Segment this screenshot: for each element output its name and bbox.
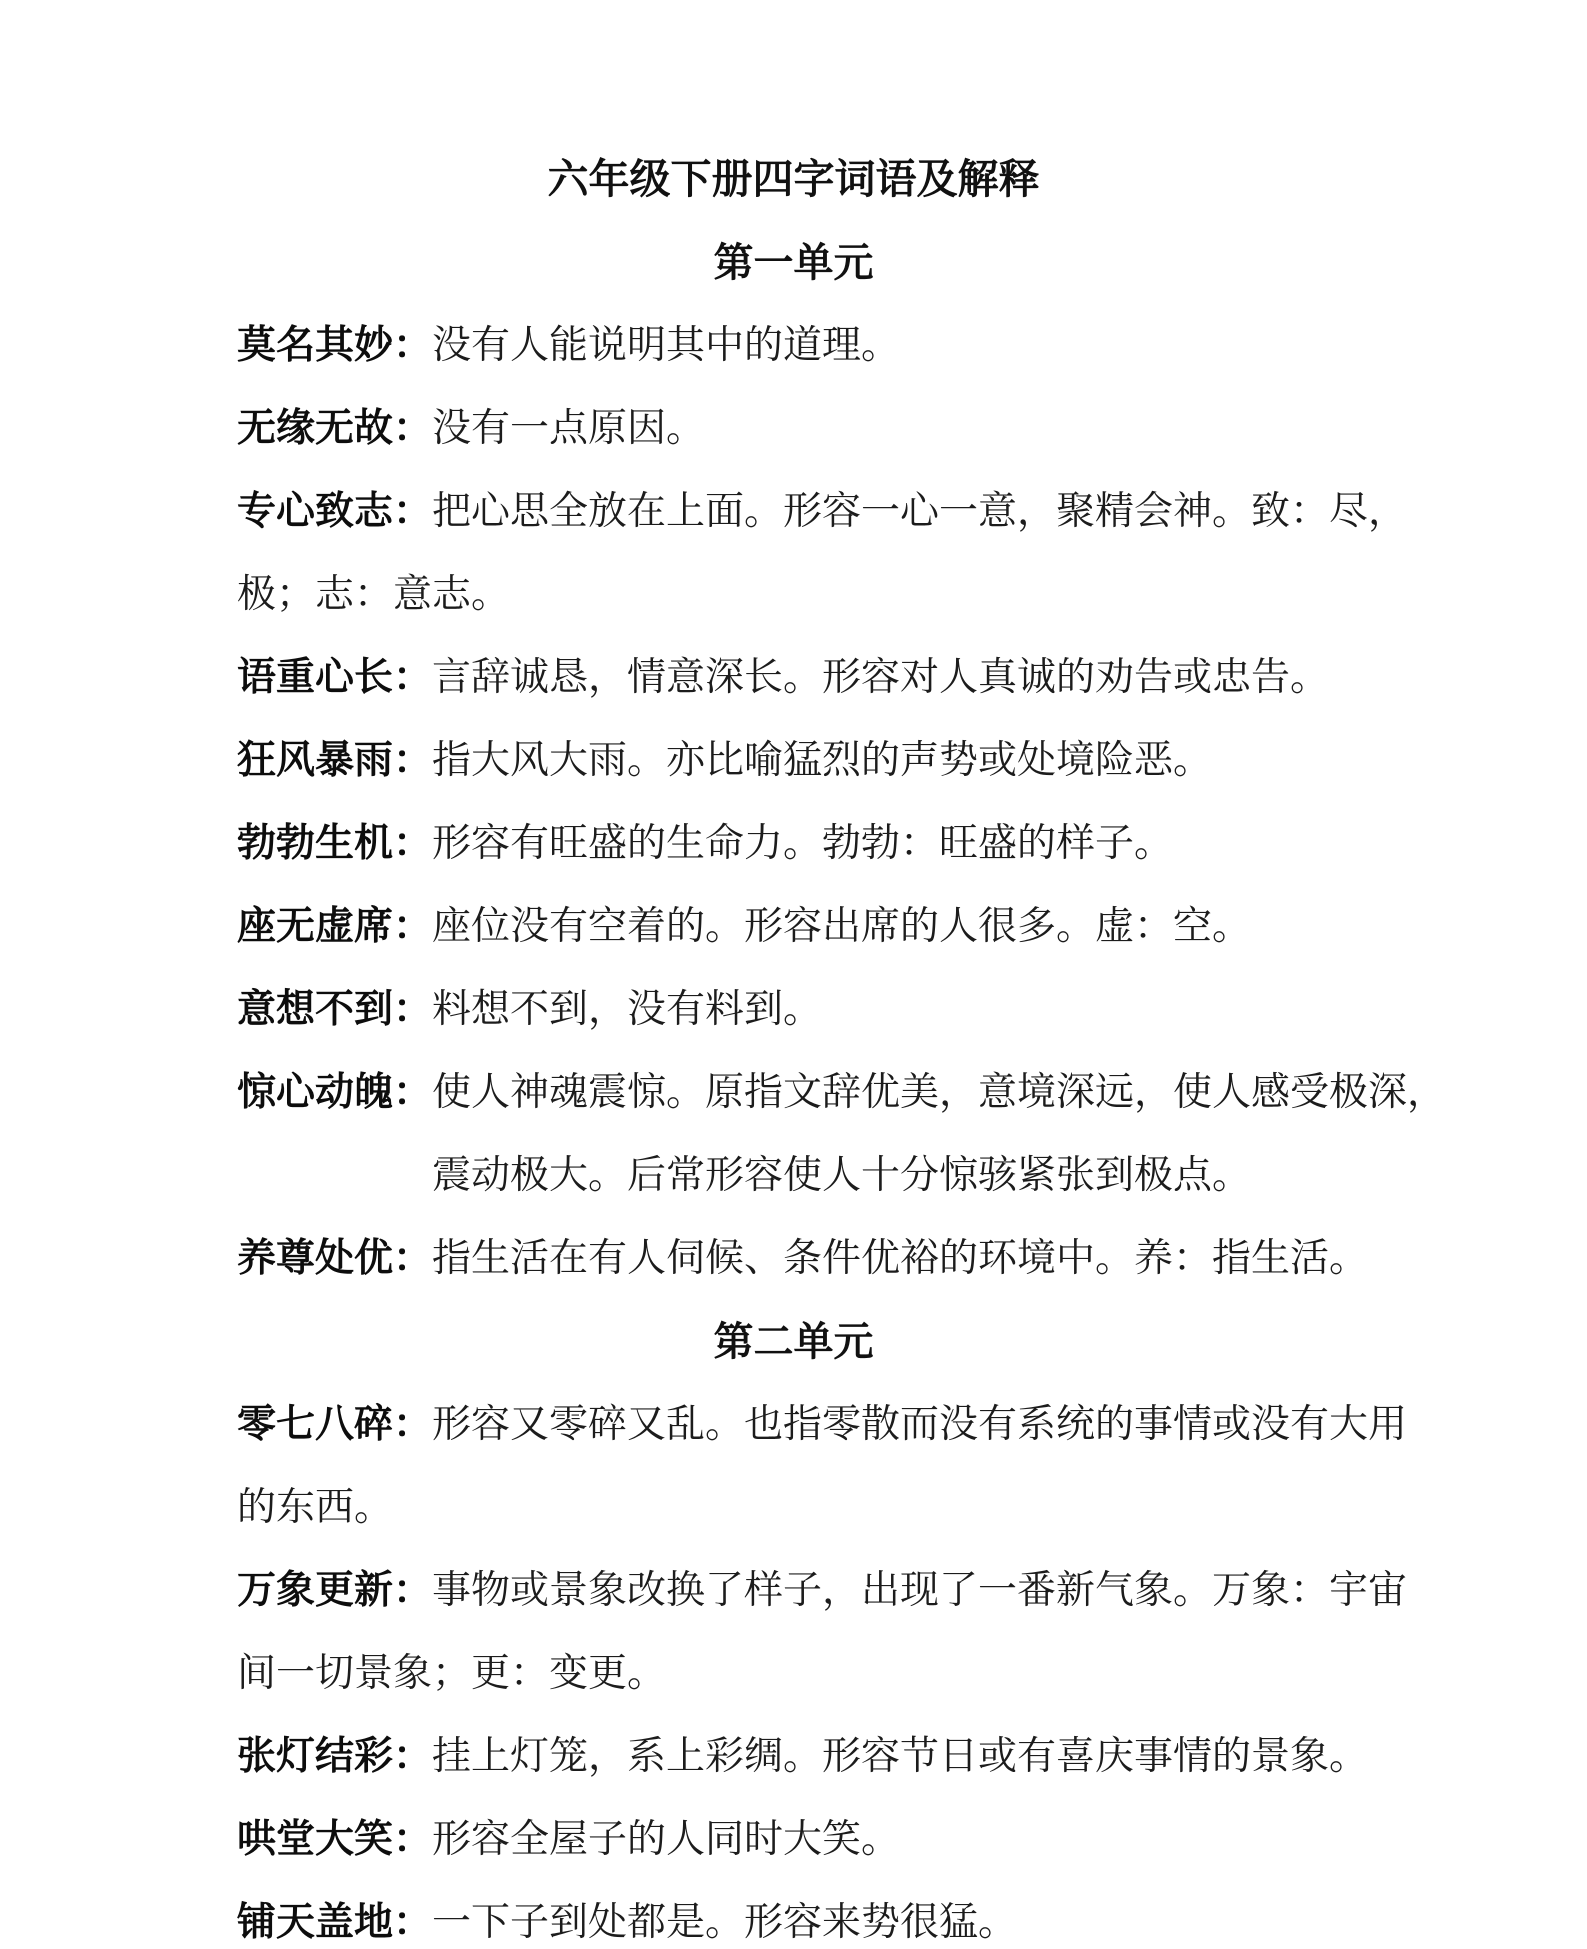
entry-row	[237, 719, 1587, 802]
document-title: 六年级下册四字词语及解释	[547, 155, 1040, 203]
entry-term: 万象更新：	[237, 1567, 433, 1613]
entry-definition: 座位没有空着的。形容出席的人很多。虚：空。	[432, 904, 1252, 949]
section-heading-unit-2: 第二单元	[713, 1318, 874, 1365]
entry-term: 无缘无故：	[237, 405, 433, 451]
entry-definition: 的东西。	[237, 1485, 394, 1530]
entry-continuation	[237, 1466, 1587, 1549]
entry-term: 张灯结彩：	[237, 1733, 433, 1779]
entry-definition: 极；志：意志。	[237, 572, 511, 617]
entry-term: 语重心长：	[237, 654, 433, 700]
entry-row	[237, 387, 1587, 470]
entry-term: 养尊处优：	[237, 1235, 433, 1281]
entry-definition: 指生活在有人伺候、条件优裕的环境中。养：指生活。	[432, 1236, 1369, 1281]
entry-definition: 震动极大。后常形容使人十分惊骇紧张到极点。	[432, 1153, 1252, 1198]
entry-term: 惊心动魄：	[237, 1069, 433, 1115]
entry-definition: 事物或景象改换了样子，出现了一番新气象。万象：宇宙	[432, 1568, 1408, 1613]
entry-definition: 使人神魂震惊。原指文辞优美，意境深远，使人感受极深，	[432, 1070, 1447, 1115]
entry-term: 哄堂大笑：	[237, 1816, 433, 1862]
section-heading-unit-1: 第一单元	[713, 239, 874, 286]
entry-row	[237, 1798, 1587, 1881]
entry-row	[237, 1715, 1587, 1798]
entry-definition: 没有一点原因。	[432, 406, 706, 451]
entry-continuation	[237, 553, 1587, 636]
entry-term: 意想不到：	[237, 986, 433, 1032]
entry-definition: 一下子到处都是。形容来势很猛。	[432, 1900, 1018, 1945]
entry-definition: 言辞诚恳，情意深长。形容对人真诚的劝告或忠告。	[432, 655, 1330, 700]
entry-term: 莫名其妙：	[237, 322, 433, 368]
entry-term: 狂风暴雨：	[237, 737, 433, 783]
entry-row	[237, 1383, 1587, 1466]
entry-row	[237, 470, 1587, 553]
entry-definition: 形容有旺盛的生命力。勃勃：旺盛的样子。	[432, 821, 1174, 866]
entry-continuation	[237, 1632, 1587, 1715]
entry-row	[237, 1051, 1587, 1134]
entry-continuation	[237, 1134, 1587, 1217]
entry-definition: 间一切景象；更：变更。	[237, 1651, 667, 1696]
entry-definition: 挂上灯笼，系上彩绸。形容节日或有喜庆事情的景象。	[432, 1734, 1369, 1779]
entry-term: 专心致志：	[237, 488, 433, 534]
entry-row	[237, 885, 1587, 968]
entry-definition: 形容又零碎又乱。也指零散而没有系统的事情或没有大用	[432, 1402, 1408, 1447]
entry-term: 勃勃生机：	[237, 820, 433, 866]
entry-row	[237, 304, 1587, 387]
entry-row	[237, 636, 1587, 719]
entry-row	[237, 968, 1587, 1051]
entry-definition: 指大风大雨。亦比喻猛烈的声势或处境险恶。	[432, 738, 1213, 783]
entry-row	[237, 1549, 1587, 1632]
entry-definition: 把心思全放在上面。形容一心一意，聚精会神。致：尽，	[432, 489, 1408, 534]
entry-row	[237, 1881, 1587, 1949]
entry-definition: 料想不到，没有料到。	[432, 987, 823, 1032]
entry-definition: 形容全屋子的人同时大笑。	[432, 1817, 901, 1862]
entry-row	[237, 802, 1587, 885]
entry-term: 铺天盖地：	[237, 1899, 433, 1945]
entry-row	[237, 1217, 1587, 1300]
entry-term: 零七八碎：	[237, 1401, 433, 1447]
entry-definition: 没有人能说明其中的道理。	[432, 323, 901, 368]
entry-term: 座无虚席：	[237, 903, 433, 949]
